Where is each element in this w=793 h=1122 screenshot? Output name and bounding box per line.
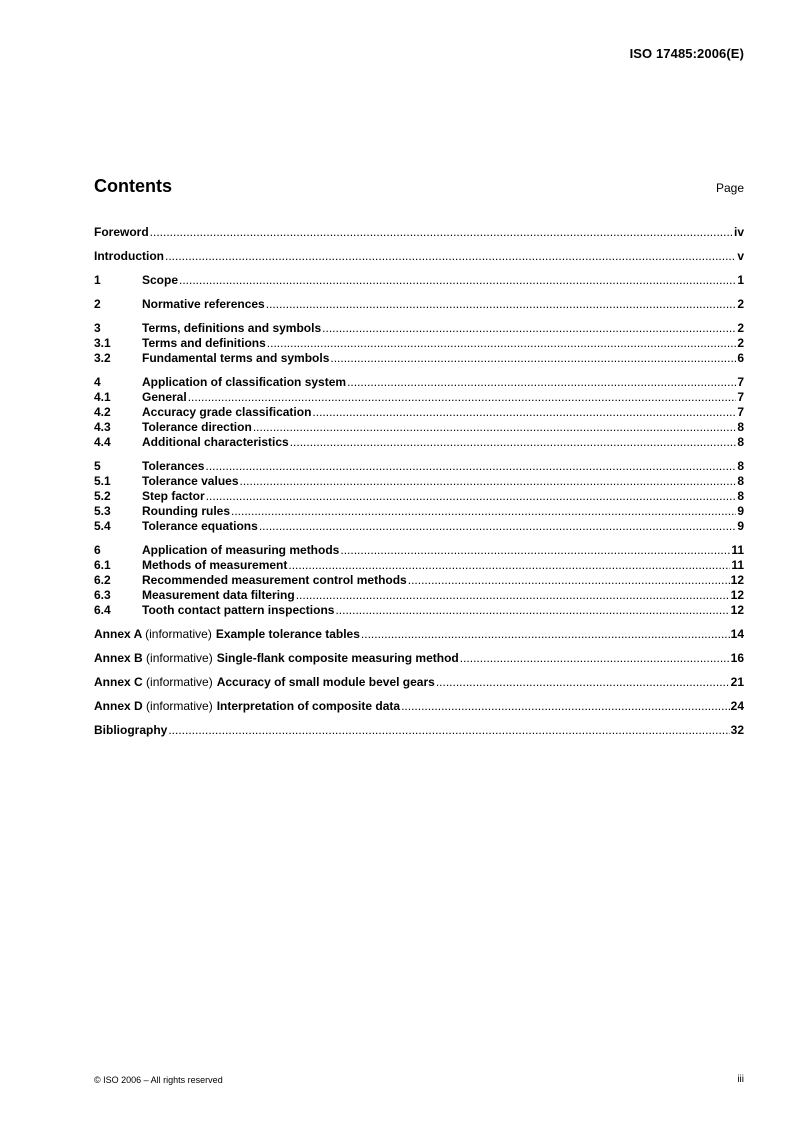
toc-entry-page: 14 xyxy=(730,627,744,641)
toc-entry-title: Terms and definitions xyxy=(142,336,266,350)
dot-leader xyxy=(401,699,730,714)
toc-entry-page: 11 xyxy=(731,558,744,572)
toc-entry-5-4[interactable] xyxy=(94,519,744,534)
toc-entry-introduction[interactable] xyxy=(94,249,744,264)
toc-entry-number: 6.1 xyxy=(94,558,111,572)
dot-leader xyxy=(288,558,730,573)
toc-entry-number: 5.3 xyxy=(94,504,111,518)
toc-entry-bibliography[interactable] xyxy=(94,723,744,738)
toc-entry-annex-d[interactable] xyxy=(94,699,744,714)
toc-entry-title: Tolerance values xyxy=(142,474,239,488)
toc-entry-number: 4.4 xyxy=(94,435,111,449)
toc-entry-annex-b[interactable] xyxy=(94,651,744,666)
dot-leader xyxy=(240,474,737,489)
annex-label xyxy=(94,699,217,714)
toc-entry-page: 8 xyxy=(737,435,744,449)
toc-entry-number: 5.2 xyxy=(94,489,111,503)
toc-entry-3-1[interactable] xyxy=(94,336,744,351)
toc-entry-page: 7 xyxy=(737,375,744,389)
toc-entry-number: 3 xyxy=(94,321,101,335)
toc-entry-page: 12 xyxy=(730,588,744,602)
toc-entry-number: 4 xyxy=(94,375,101,389)
annex-label xyxy=(94,651,217,666)
toc-entry-1[interactable] xyxy=(94,273,744,288)
toc-entry-title: Step factor xyxy=(142,489,205,503)
toc-entry-number: 4.2 xyxy=(94,405,111,419)
toc-entry-title: General xyxy=(142,390,187,404)
toc-entry-title: Scope xyxy=(142,273,179,287)
toc-entry-page: 7 xyxy=(737,405,744,419)
dot-leader xyxy=(259,519,737,534)
annex-note: (informative) xyxy=(146,675,213,689)
toc-entry-number: 4.3 xyxy=(94,420,111,434)
toc-entry-title: Accuracy grade classification xyxy=(142,405,312,419)
toc-entry-page: 2 xyxy=(737,321,744,335)
footer-page-number: iii xyxy=(737,1074,744,1085)
dot-leader xyxy=(253,420,737,435)
annex-letter: Annex C xyxy=(94,675,143,689)
toc-entry-number: 4.1 xyxy=(94,390,111,404)
dot-leader xyxy=(436,675,730,690)
toc-entry-annex-a[interactable] xyxy=(94,627,744,642)
toc-entry-page: 9 xyxy=(737,519,744,533)
toc-entry-title: Application of classification system xyxy=(142,375,347,389)
table-of-contents xyxy=(94,225,744,738)
toc-entry-title: Foreword xyxy=(94,225,149,239)
toc-entry-title: Fundamental terms and symbols xyxy=(142,351,330,365)
toc-entry-title: Additional characteristics xyxy=(142,435,289,449)
toc-entry-5-3[interactable] xyxy=(94,504,744,519)
toc-entry-title: Recommended measurement control methods xyxy=(142,573,407,587)
toc-entry-title: Tolerance equations xyxy=(142,519,258,533)
dot-leader xyxy=(408,573,730,588)
footer-copyright: © ISO 2006 – All rights reserved xyxy=(94,1075,223,1085)
dot-leader xyxy=(206,489,737,504)
annex-label xyxy=(94,627,216,642)
annex-letter: Annex A xyxy=(94,627,142,641)
toc-entry-title: Interpretation of composite data xyxy=(216,699,401,713)
toc-entry-4-4[interactable] xyxy=(94,435,744,450)
toc-entry-number: 5.4 xyxy=(94,519,111,533)
dot-leader xyxy=(460,651,730,666)
annex-note: (informative) xyxy=(146,699,213,713)
dot-leader xyxy=(340,543,730,558)
toc-entry-number: 6.3 xyxy=(94,588,111,602)
toc-entry-title: Tolerance direction xyxy=(142,420,252,434)
annex-label xyxy=(94,675,217,690)
toc-entry-page: 12 xyxy=(730,603,744,617)
toc-entry-page: 24 xyxy=(730,699,744,713)
toc-entry-title: Introduction xyxy=(94,249,164,263)
toc-entry-title: Single-flank composite measuring method xyxy=(216,651,459,665)
toc-entry-title: Tolerances xyxy=(142,459,205,473)
dot-leader xyxy=(188,390,737,405)
toc-entry-6[interactable] xyxy=(94,543,744,558)
toc-entry-number: 3.2 xyxy=(94,351,111,365)
toc-entry-annex-c[interactable] xyxy=(94,675,744,690)
dot-leader xyxy=(361,627,730,642)
toc-entry-page: 7 xyxy=(737,390,744,404)
toc-entry-4-2[interactable] xyxy=(94,405,744,420)
toc-entry-title: Terms, definitions and symbols xyxy=(142,321,322,335)
dot-leader xyxy=(267,336,737,351)
dot-leader xyxy=(150,225,733,240)
toc-entry-4[interactable] xyxy=(94,375,744,390)
toc-entry-title: Methods of measurement xyxy=(142,558,288,572)
dot-leader xyxy=(296,588,730,603)
dot-leader xyxy=(312,405,736,420)
toc-entry-number: 2 xyxy=(94,297,101,311)
toc-entry-page: 32 xyxy=(730,723,744,737)
toc-entry-number: 1 xyxy=(94,273,101,287)
toc-entry-number: 6.2 xyxy=(94,573,111,587)
toc-entry-2[interactable] xyxy=(94,297,744,312)
toc-entry-title: Tooth contact pattern inspections xyxy=(142,603,335,617)
toc-entry-number: 6.4 xyxy=(94,603,111,617)
dot-leader xyxy=(168,723,729,738)
toc-entry-title: Accuracy of small module bevel gears xyxy=(216,675,435,689)
toc-entry-6-1[interactable] xyxy=(94,558,744,573)
toc-entry-3-2[interactable] xyxy=(94,351,744,366)
toc-entry-page: 12 xyxy=(730,573,744,587)
toc-entry-page: 2 xyxy=(737,336,744,350)
toc-entry-4-1[interactable] xyxy=(94,390,744,405)
toc-entry-title: Rounding rules xyxy=(142,504,230,518)
annex-letter: Annex B xyxy=(94,651,143,665)
dot-leader xyxy=(165,249,736,264)
toc-entry-page: 16 xyxy=(730,651,744,665)
toc-entry-page: 8 xyxy=(737,474,744,488)
toc-entry-page: 9 xyxy=(737,504,744,518)
annex-note: (informative) xyxy=(146,651,213,665)
annex-letter: Annex D xyxy=(94,699,143,713)
toc-entry-4-3[interactable] xyxy=(94,420,744,435)
dot-leader xyxy=(330,351,736,366)
toc-entry-3[interactable] xyxy=(94,321,744,336)
toc-entry-title: Application of measuring methods xyxy=(142,543,340,557)
toc-entry-5-2[interactable] xyxy=(94,489,744,504)
contents-heading xyxy=(94,176,744,198)
toc-entry-title: Normative references xyxy=(142,297,265,311)
dot-leader xyxy=(322,321,736,336)
toc-entry-5-1[interactable] xyxy=(94,474,744,489)
toc-entry-6-4[interactable] xyxy=(94,603,744,618)
toc-entry-page: 6 xyxy=(737,351,744,365)
dot-leader xyxy=(290,435,737,450)
toc-entry-page: v xyxy=(737,249,744,263)
dot-leader xyxy=(231,504,736,519)
document-id: ISO 17485:2006(E) xyxy=(629,46,744,61)
toc-entry-6-2[interactable] xyxy=(94,573,744,588)
contents-title: Contents xyxy=(94,176,172,196)
toc-entry-title: Measurement data filtering xyxy=(142,588,295,602)
toc-entry-number: 3.1 xyxy=(94,336,111,350)
toc-entry-5[interactable] xyxy=(94,459,744,474)
annex-note: (informative) xyxy=(145,627,212,641)
dot-leader xyxy=(266,297,737,312)
toc-entry-page: 8 xyxy=(737,459,744,473)
toc-entry-number: 6 xyxy=(94,543,101,557)
dot-leader xyxy=(179,273,736,288)
dot-leader xyxy=(335,603,729,618)
toc-entry-title: Bibliography xyxy=(94,723,168,737)
toc-entry-page: iv xyxy=(733,225,744,239)
toc-entry-number: 5 xyxy=(94,459,101,473)
toc-entry-number: 5.1 xyxy=(94,474,111,488)
toc-entry-page: 2 xyxy=(737,297,744,311)
toc-entry-page: 1 xyxy=(737,273,744,287)
toc-entry-page: 11 xyxy=(731,543,744,557)
page-column-label: Page xyxy=(715,181,744,195)
toc-entry-page: 8 xyxy=(737,420,744,434)
dot-leader xyxy=(205,459,736,474)
toc-entry-page: 8 xyxy=(737,489,744,503)
toc-entry-foreword[interactable] xyxy=(94,225,744,240)
toc-entry-title: Example tolerance tables xyxy=(215,627,360,641)
toc-entry-page: 21 xyxy=(730,675,744,689)
dot-leader xyxy=(347,375,736,390)
toc-entry-6-3[interactable] xyxy=(94,588,744,603)
